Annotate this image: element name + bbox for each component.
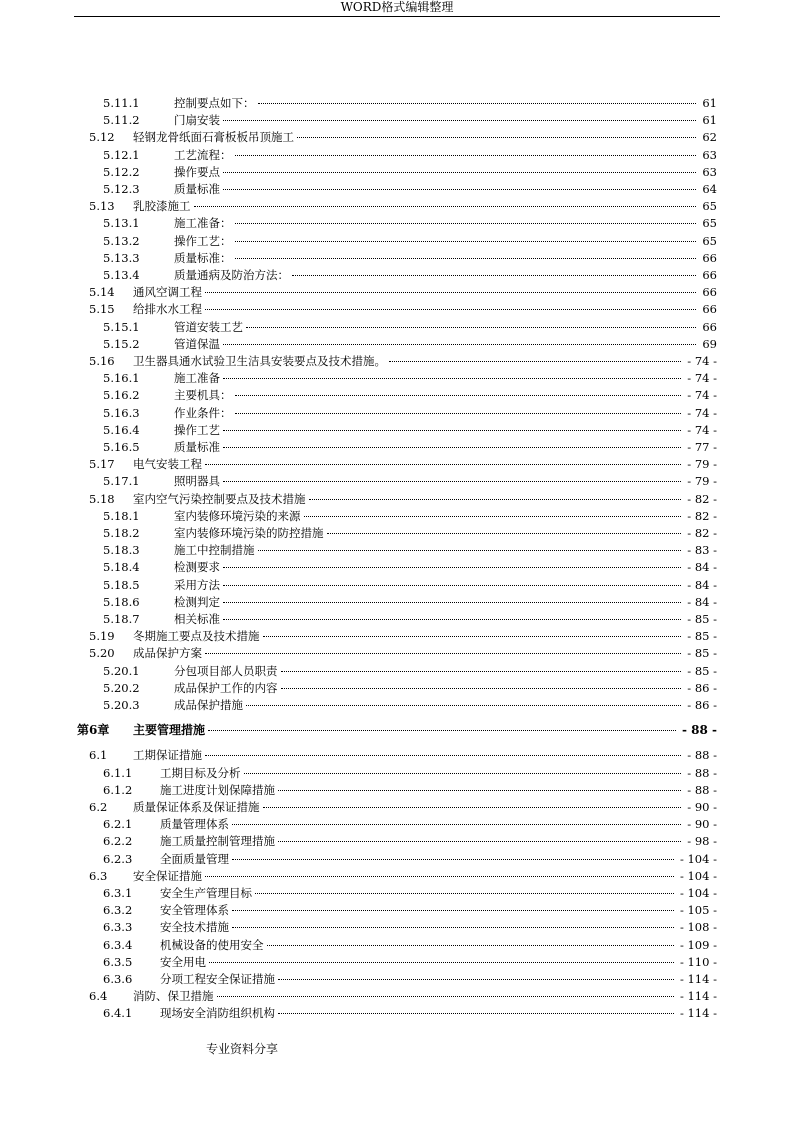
dot-leader — [281, 670, 682, 672]
toc-row[interactable] — [0, 680, 794, 697]
toc-title: 安全管理体系 — [160, 903, 229, 918]
toc-page-number: - 86 - — [687, 698, 717, 712]
page-footer — [206, 1042, 278, 1056]
toc-row[interactable] — [0, 181, 794, 198]
toc-number: 5.20.2 — [103, 680, 140, 695]
toc-title: 乳胶漆施工 — [133, 199, 191, 214]
toc-number: 5.12.1 — [103, 147, 140, 162]
dot-leader — [205, 308, 696, 310]
dot-leader — [263, 806, 682, 808]
toc-number: 6.3.1 — [103, 886, 133, 900]
toc-title: 质量通病及防治方法： — [174, 268, 289, 282]
dot-leader — [223, 377, 681, 379]
dot-leader — [292, 274, 696, 276]
toc-row[interactable] — [0, 919, 794, 936]
toc-number: 6.3.6 — [103, 972, 133, 986]
toc-title: 机械设备的使用安全 — [160, 937, 264, 952]
toc-title: 卫生器具通水试验卫生洁具安装要点及技术措施。 — [133, 354, 386, 368]
toc-row[interactable] — [0, 577, 794, 594]
toc-title: 轻钢龙骨纸面石膏板板吊顶施工 — [133, 130, 294, 145]
toc-title: 主要机具： — [174, 388, 232, 403]
toc-row[interactable] — [0, 885, 794, 902]
toc-title: 工期目标及分析 — [160, 765, 241, 780]
toc-title: 质量标准 — [174, 440, 220, 454]
toc-number: 第6章 — [77, 723, 110, 738]
toc-title: 冬期施工要点及技术措施 — [133, 629, 260, 644]
toc-number: 6.2 — [89, 800, 108, 814]
toc-page-number: - 82 - — [687, 491, 717, 506]
toc-number: 5.13.3 — [103, 250, 140, 265]
toc-title: 操作要点 — [174, 164, 220, 179]
toc-number: 5.15 — [89, 302, 115, 317]
toc-number: 5.14 — [89, 285, 115, 300]
toc-page-number: - 108 - — [679, 920, 717, 935]
dot-leader — [217, 995, 674, 997]
toc-row[interactable] — [0, 697, 794, 714]
dot-leader — [232, 909, 674, 911]
toc-number: 6.3 — [89, 868, 108, 883]
toc-row[interactable] — [0, 491, 794, 508]
toc-title: 给排水水工程 — [133, 302, 202, 317]
toc-row[interactable] — [0, 233, 794, 250]
dot-leader — [232, 823, 681, 825]
toc-title: 质量管理体系 — [160, 817, 229, 832]
toc-title: 质量标准 — [174, 182, 220, 196]
toc-page-number: - 74 - — [687, 388, 717, 403]
toc-title: 控制要点如下： — [174, 96, 255, 110]
toc-chapter-row[interactable] — [0, 722, 794, 739]
toc-row[interactable] — [0, 799, 794, 816]
toc-page-number: - 79 - — [687, 474, 717, 489]
dot-leader — [278, 840, 681, 842]
toc-row[interactable] — [0, 782, 794, 799]
dot-leader — [235, 154, 697, 156]
toc-title: 施工进度计划保障措施 — [160, 782, 275, 797]
toc-row[interactable] — [0, 663, 794, 680]
dot-leader — [235, 222, 697, 224]
toc-number: 5.16.2 — [103, 388, 140, 403]
toc-page-number: - 104 - — [679, 851, 717, 866]
toc-page-number: - 84 - — [687, 577, 717, 592]
toc-page-number: - 88 - — [681, 723, 717, 738]
toc-number: 5.16.5 — [103, 440, 140, 454]
toc-number: 5.11.1 — [103, 96, 140, 110]
toc-row[interactable] — [0, 267, 794, 284]
toc-row[interactable] — [0, 559, 794, 576]
toc-page-number: - 74 - — [687, 422, 717, 437]
toc-page-number: - 85 - — [687, 612, 717, 626]
toc-page-number: - 114 - — [679, 1006, 717, 1021]
toc-page-number: - 84 - — [687, 594, 717, 609]
toc-title: 检测判定 — [174, 594, 220, 609]
dot-leader — [223, 618, 681, 620]
toc-title: 操作工艺 — [174, 422, 220, 437]
toc-row[interactable] — [0, 542, 794, 559]
toc-title: 安全生产管理目标 — [160, 886, 252, 900]
toc-row[interactable] — [0, 215, 794, 232]
toc-number: 5.16.4 — [103, 422, 140, 437]
dot-leader — [208, 729, 676, 731]
toc-title: 检测要求 — [174, 560, 220, 575]
toc-row[interactable] — [0, 164, 794, 181]
toc-number: 5.20 — [89, 646, 115, 661]
dot-leader — [223, 566, 681, 568]
dot-leader — [223, 119, 696, 121]
toc-title: 成品保护工作的内容 — [174, 680, 278, 695]
toc-page-number: - 105 - — [679, 903, 717, 918]
toc-number: 5.11.2 — [103, 113, 140, 128]
toc-page-number: - 98 - — [687, 834, 717, 849]
toc-title: 分包项目部人员职责 — [174, 663, 278, 678]
toc-row[interactable] — [0, 594, 794, 611]
page-header — [74, 0, 720, 17]
dot-leader — [304, 515, 682, 517]
dot-leader — [281, 687, 682, 689]
toc-number: 5.13.2 — [103, 233, 140, 248]
toc-number: 5.18.4 — [103, 560, 140, 575]
dot-leader — [223, 343, 696, 345]
toc-row[interactable] — [0, 816, 794, 833]
toc-page-number: 64 — [702, 182, 717, 196]
toc-row[interactable] — [0, 405, 794, 422]
toc-number: 5.18.2 — [103, 526, 140, 540]
toc-page-number: 62 — [702, 130, 717, 145]
toc-row[interactable] — [0, 937, 794, 954]
toc-page-number: - 104 - — [679, 886, 717, 900]
toc-page-number: - 109 - — [679, 937, 717, 952]
toc-row[interactable] — [0, 336, 794, 353]
toc-page-number: 65 — [702, 199, 717, 214]
toc-row[interactable] — [0, 353, 794, 370]
dot-leader — [235, 240, 697, 242]
toc-row[interactable] — [0, 902, 794, 919]
toc-number: 5.15.1 — [103, 319, 140, 334]
dot-leader — [255, 892, 674, 894]
toc-number: 5.18.1 — [103, 508, 140, 523]
toc-row[interactable] — [0, 439, 794, 456]
toc-number: 5.12.2 — [103, 164, 140, 179]
dot-leader — [278, 789, 681, 791]
dot-leader — [235, 394, 682, 396]
toc-page-number: 63 — [702, 147, 717, 162]
toc-number: 6.4.1 — [103, 1006, 133, 1021]
toc-number: 5.18 — [89, 491, 115, 506]
dot-leader — [235, 257, 697, 259]
toc-title: 质量保证体系及保证措施 — [133, 800, 260, 814]
toc-title: 室内空气污染控制要点及技术措施 — [133, 491, 306, 506]
dot-leader — [389, 360, 681, 362]
toc-title: 管道安装工艺 — [174, 319, 243, 334]
toc-page-number: - 85 - — [687, 629, 717, 644]
toc-title: 工期保证措施 — [133, 748, 202, 763]
toc-number: 5.15.2 — [103, 336, 140, 351]
toc-title: 门扇安装 — [174, 113, 220, 128]
dot-leader — [258, 549, 682, 551]
toc-number: 5.12 — [89, 130, 115, 145]
toc-number: 5.18.6 — [103, 594, 140, 609]
toc-title: 主要管理措施 — [133, 723, 206, 738]
dot-leader — [278, 978, 674, 980]
dot-leader — [194, 205, 697, 207]
toc-page-number: - 90 - — [687, 800, 717, 814]
toc-page-number: 65 — [702, 233, 717, 248]
toc-number: 5.18.5 — [103, 577, 140, 592]
header-text: WORD格式编辑整理 — [340, 0, 454, 14]
toc-row[interactable] — [0, 198, 794, 215]
toc-row[interactable] — [0, 988, 794, 1005]
toc-page-number: 61 — [702, 96, 717, 110]
toc-page-number: - 86 - — [687, 680, 717, 695]
toc-page-number: 66 — [702, 285, 717, 300]
toc-row[interactable] — [0, 971, 794, 988]
toc-page-number: - 90 - — [687, 817, 717, 832]
toc-page-number: - 83 - — [687, 543, 717, 558]
toc-row[interactable] — [0, 284, 794, 301]
toc-number: 5.16.3 — [103, 405, 140, 420]
toc-title: 采用方法 — [174, 577, 220, 592]
toc-number: 5.13.1 — [103, 216, 140, 231]
toc-row[interactable] — [0, 508, 794, 525]
toc-title: 通风空调工程 — [133, 285, 202, 300]
toc-number: 5.20.1 — [103, 663, 140, 678]
toc-page-number: - 85 - — [687, 663, 717, 678]
toc-title: 安全技术措施 — [160, 920, 229, 935]
toc-page-number: - 74 - — [687, 354, 717, 368]
toc-number: 5.18.3 — [103, 543, 140, 558]
dot-leader — [223, 601, 681, 603]
dot-leader — [309, 498, 682, 500]
toc-page-number: - 77 - — [687, 440, 717, 454]
toc-title: 作业条件： — [174, 405, 232, 420]
toc-row[interactable] — [0, 301, 794, 318]
toc-page-number: - 114 - — [679, 989, 717, 1004]
toc-page-number: 63 — [702, 164, 717, 179]
toc-row[interactable] — [0, 765, 794, 782]
toc-page-number: - 79 - — [687, 457, 717, 472]
toc-row[interactable] — [0, 422, 794, 439]
dot-leader — [297, 136, 696, 138]
toc-page-number: - 84 - — [687, 560, 717, 575]
toc-row[interactable] — [0, 833, 794, 850]
dot-leader — [223, 480, 681, 482]
toc-title: 消防、保卫措施 — [133, 989, 214, 1004]
toc-page-number: - 110 - — [679, 954, 717, 969]
dot-leader — [327, 532, 682, 534]
toc-page-number: - 114 - — [679, 972, 717, 986]
toc-number: 5.13 — [89, 199, 115, 214]
toc-page-number: 65 — [702, 216, 717, 231]
toc-number: 6.3.5 — [103, 954, 133, 969]
dot-leader — [223, 446, 681, 448]
dot-leader — [209, 961, 674, 963]
dot-leader — [246, 326, 696, 328]
toc-row[interactable] — [0, 112, 794, 129]
toc-row[interactable] — [0, 250, 794, 267]
toc-page-number: - 85 - — [687, 646, 717, 661]
toc-number: 5.17.1 — [103, 474, 140, 489]
toc-row[interactable] — [0, 611, 794, 628]
toc-number: 5.16.1 — [103, 371, 140, 386]
toc-page-number: - 88 - — [687, 748, 717, 763]
toc-title: 照明器具 — [174, 474, 220, 489]
toc-row[interactable] — [0, 95, 794, 112]
toc-page-number: - 88 - — [687, 765, 717, 780]
dot-leader — [205, 875, 674, 877]
toc-page-number: 66 — [702, 268, 717, 282]
toc-number: 5.18.7 — [103, 612, 140, 626]
toc-number: 6.2.2 — [103, 834, 133, 849]
toc-page-number: - 74 - — [687, 405, 717, 420]
toc-title: 相关标准 — [174, 612, 220, 626]
toc-title: 电气安装工程 — [133, 457, 202, 472]
dot-leader — [267, 944, 674, 946]
toc-page-number: - 88 - — [687, 782, 717, 797]
toc-row[interactable] — [0, 851, 794, 868]
toc-row[interactable] — [0, 387, 794, 404]
toc-number: 6.1.1 — [103, 765, 133, 780]
toc-title: 室内装修环境污染的防控措施 — [174, 526, 324, 540]
toc-title: 安全用电 — [160, 954, 206, 969]
dot-leader — [263, 635, 682, 637]
toc-page-number: 66 — [702, 250, 717, 265]
toc-row[interactable] — [0, 319, 794, 336]
toc-row[interactable] — [0, 129, 794, 146]
toc-page-number: - 74 - — [687, 371, 717, 386]
toc-title: 成品保护措施 — [174, 698, 243, 712]
toc-title: 分项工程安全保证措施 — [160, 972, 275, 986]
toc-row[interactable] — [0, 628, 794, 645]
toc-number: 5.19 — [89, 629, 115, 644]
toc-title: 工艺流程： — [174, 147, 232, 162]
toc-title: 成品保护方案 — [133, 646, 202, 661]
toc-number: 6.1 — [89, 748, 108, 763]
dot-leader — [205, 291, 696, 293]
toc-page-number: 66 — [702, 302, 717, 317]
toc-row[interactable] — [0, 456, 794, 473]
toc-row[interactable] — [0, 147, 794, 164]
toc-title: 现场安全消防组织机构 — [160, 1006, 275, 1021]
toc-number: 6.1.2 — [103, 782, 133, 797]
toc-title: 全面质量管理 — [160, 851, 229, 866]
toc-row[interactable] — [0, 868, 794, 885]
toc-title: 室内装修环境污染的来源 — [174, 508, 301, 523]
toc-title: 施工准备： — [174, 216, 232, 231]
dot-leader — [223, 429, 681, 431]
toc-page-number: 69 — [702, 336, 717, 351]
dot-leader — [223, 171, 696, 173]
dot-leader — [223, 584, 681, 586]
toc-number: 6.3.2 — [103, 903, 133, 918]
toc-page-number: - 104 - — [679, 868, 717, 883]
toc-number: 5.16 — [89, 354, 115, 368]
dot-leader — [232, 926, 674, 928]
toc-page-number: - 82 - — [687, 508, 717, 523]
dot-leader — [235, 412, 682, 414]
toc-number: 5.13.4 — [103, 268, 140, 282]
toc-number: 6.3.3 — [103, 920, 133, 935]
toc-row[interactable] — [0, 525, 794, 542]
dot-leader — [205, 754, 681, 756]
toc-number: 6.4 — [89, 989, 108, 1004]
toc-title: 管道保温 — [174, 336, 220, 351]
dot-leader — [232, 858, 674, 860]
toc-row[interactable] — [0, 645, 794, 662]
toc-title: 施工准备 — [174, 371, 220, 386]
toc-page-number: 61 — [702, 113, 717, 128]
dot-leader — [223, 188, 696, 190]
dot-leader — [205, 463, 681, 465]
dot-leader — [258, 102, 697, 104]
toc-number: 5.17 — [89, 457, 115, 472]
dot-leader — [278, 1012, 674, 1014]
toc-row[interactable] — [0, 473, 794, 490]
toc-row[interactable] — [0, 370, 794, 387]
toc-row[interactable] — [0, 1005, 794, 1022]
dot-leader — [246, 704, 681, 706]
toc-title: 操作工艺： — [174, 233, 232, 248]
toc-page-number: 66 — [702, 319, 717, 334]
toc-row[interactable] — [0, 954, 794, 971]
toc-number: 5.12.3 — [103, 182, 140, 196]
toc-title: 施工质量控制管理措施 — [160, 834, 275, 849]
toc-page-number: - 82 - — [687, 526, 717, 540]
toc-title: 施工中控制措施 — [174, 543, 255, 558]
toc-number: 5.20.3 — [103, 698, 140, 712]
dot-leader — [205, 652, 681, 654]
dot-leader — [244, 772, 682, 774]
footer-text: 专业资料分享 — [206, 1042, 279, 1056]
toc-row[interactable] — [0, 747, 794, 764]
toc-title: 质量标准： — [174, 250, 232, 265]
toc-title: 安全保证措施 — [133, 868, 202, 883]
toc-number: 6.2.3 — [103, 851, 133, 866]
toc-number: 6.2.1 — [103, 817, 133, 832]
toc-number: 6.3.4 — [103, 937, 133, 952]
